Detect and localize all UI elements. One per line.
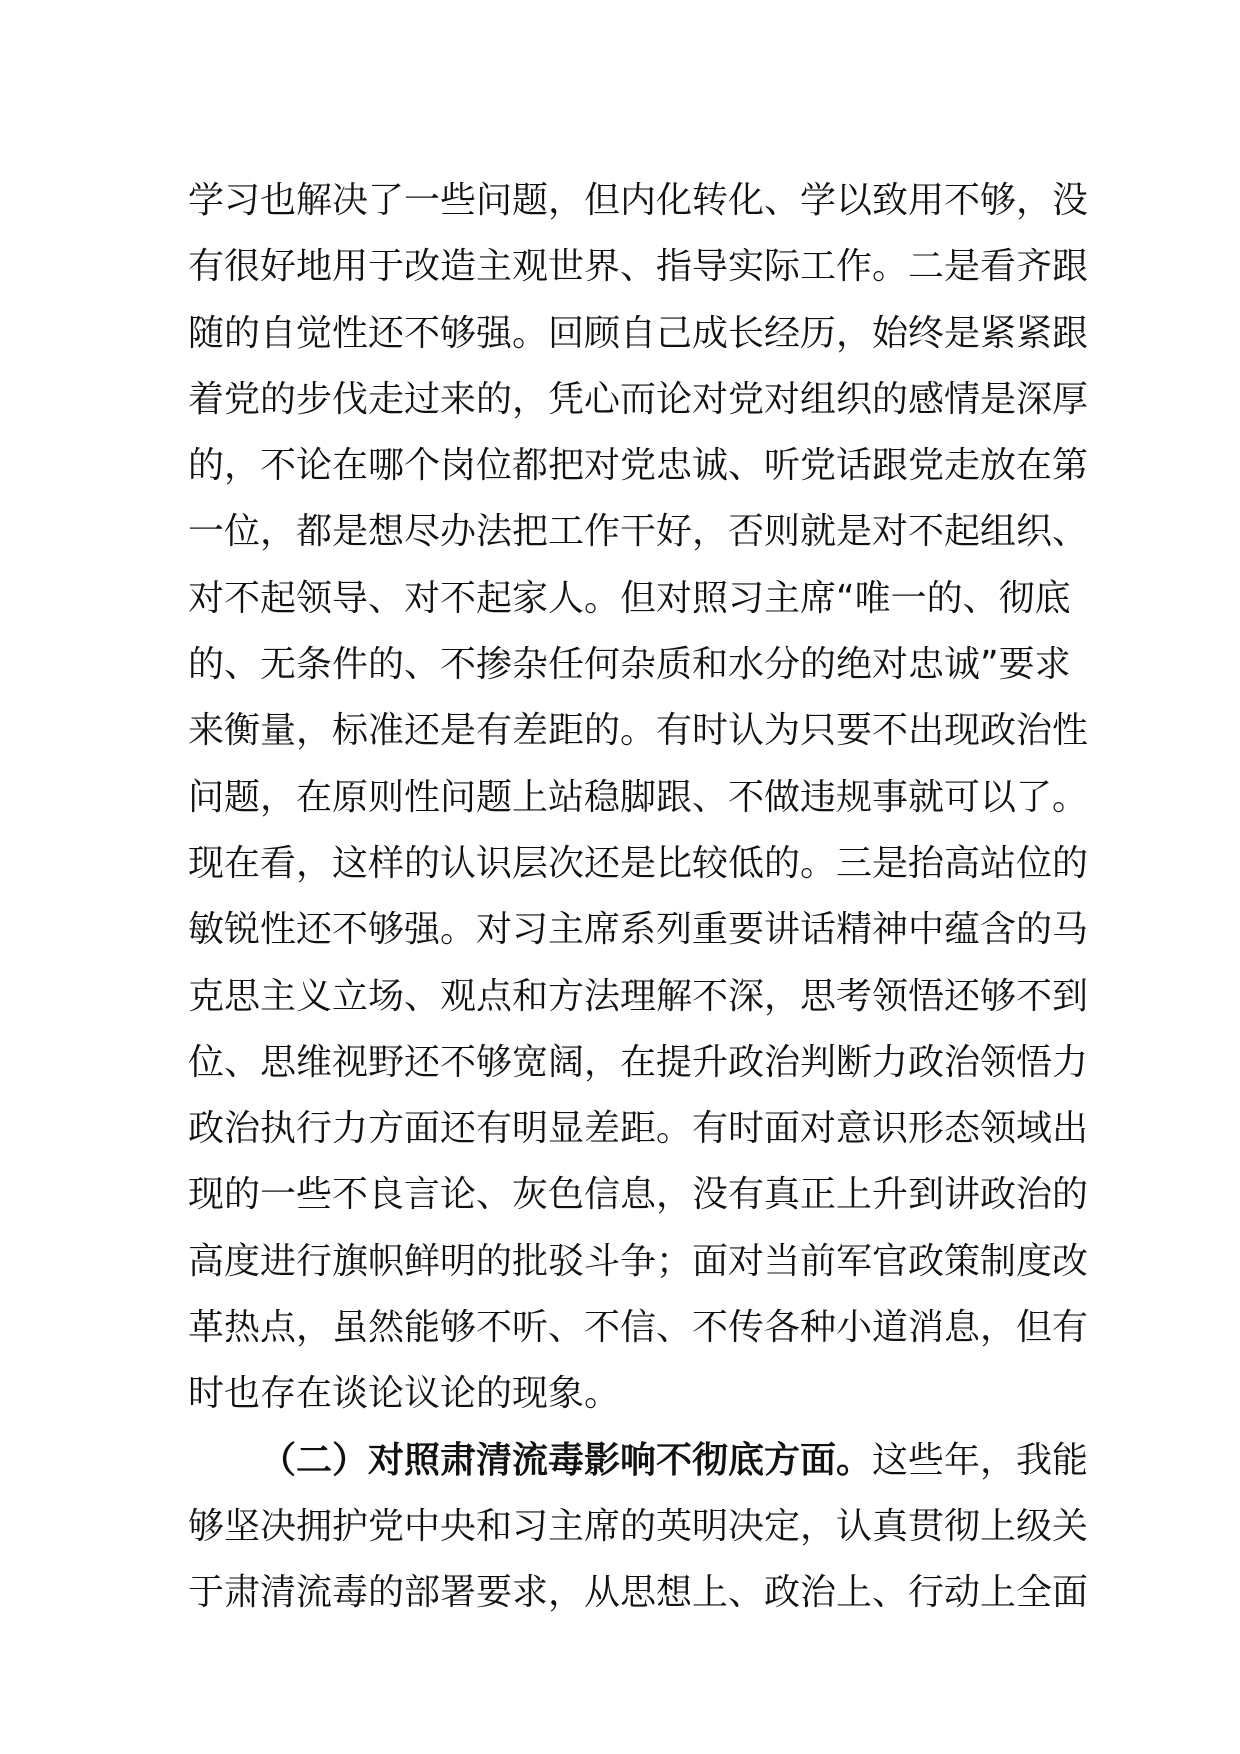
text-line: 一位，都是想尽办法把工作干好，否则就是对不起组织、 (188, 511, 1089, 553)
text-line: 时也存在谈论议论的现象。 (188, 1373, 621, 1415)
text-line: 高度进行旗帜鲜明的批驳斗争；面对当前军官政策制度改 (188, 1240, 1089, 1282)
text-line: 现的一些不良言论、灰色信息，没有真正上升到讲政治的 (188, 1174, 1089, 1216)
text-line: 对不起领导、对不起家人。但对照习主席“唯一的、彻底 (188, 577, 1071, 619)
text-line: 随的自觉性还不够强。回顾自己成长经历，始终是紧紧跟 (188, 312, 1089, 354)
section-heading: （二）对照肃清流毒影响不彻底方面。 (260, 1439, 873, 1481)
text-line: 够坚决拥护党中央和习主席的英明决定，认真贯彻上级关 (188, 1505, 1089, 1547)
text-line: 有很好地用于改造主观世界、指导实际工作。二是看齐跟 (188, 246, 1089, 288)
text-line: 克思主义立场、观点和方法理解不深，思考领悟还够不到 (188, 975, 1089, 1017)
text-line: 现在看，这样的认识层次还是比较低的。三是抬高站位的 (188, 842, 1089, 884)
section-heading-continuation: 这些年，我能 (872, 1439, 1089, 1481)
text-line: 学习也解决了一些问题，但内化转化、学以致用不够，没 (188, 180, 1089, 221)
text-line: 政治执行力方面还有明显差距。有时面对意识形态领域出 (188, 1108, 1089, 1150)
text-line: 来衡量，标准还是有差距的。有时认为只要不出现政治性 (188, 710, 1089, 752)
text-line: 问题，在原则性问题上站稳脚跟、不做违规事就可以了。 (188, 776, 1089, 818)
text-line: 于肃清流毒的部署要求，从思想上、政治上、行动上全面 (188, 1572, 1089, 1614)
document-body (188, 168, 1089, 1627)
text-line: 革热点，虽然能够不听、不信、不传各种小道消息，但有 (188, 1307, 1089, 1349)
text-line: 位、思维视野还不够宽阔，在提升政治判断力政治领悟力 (188, 1041, 1089, 1083)
text-line: 的、无条件的、不掺杂任何杂质和水分的绝对忠诚”要求 (188, 644, 1071, 686)
section-heading-line (188, 1428, 1089, 1494)
text-line: 着党的步伐走过来的，凭心而论对党对组织的感情是深厚 (188, 378, 1089, 420)
text-line: 的，不论在哪个岗位都把对党忠诚、听党话跟党走放在第 (188, 445, 1089, 487)
text-line: 敏锐性还不够强。对习主席系列重要讲话精神中蕴含的马 (188, 909, 1089, 951)
